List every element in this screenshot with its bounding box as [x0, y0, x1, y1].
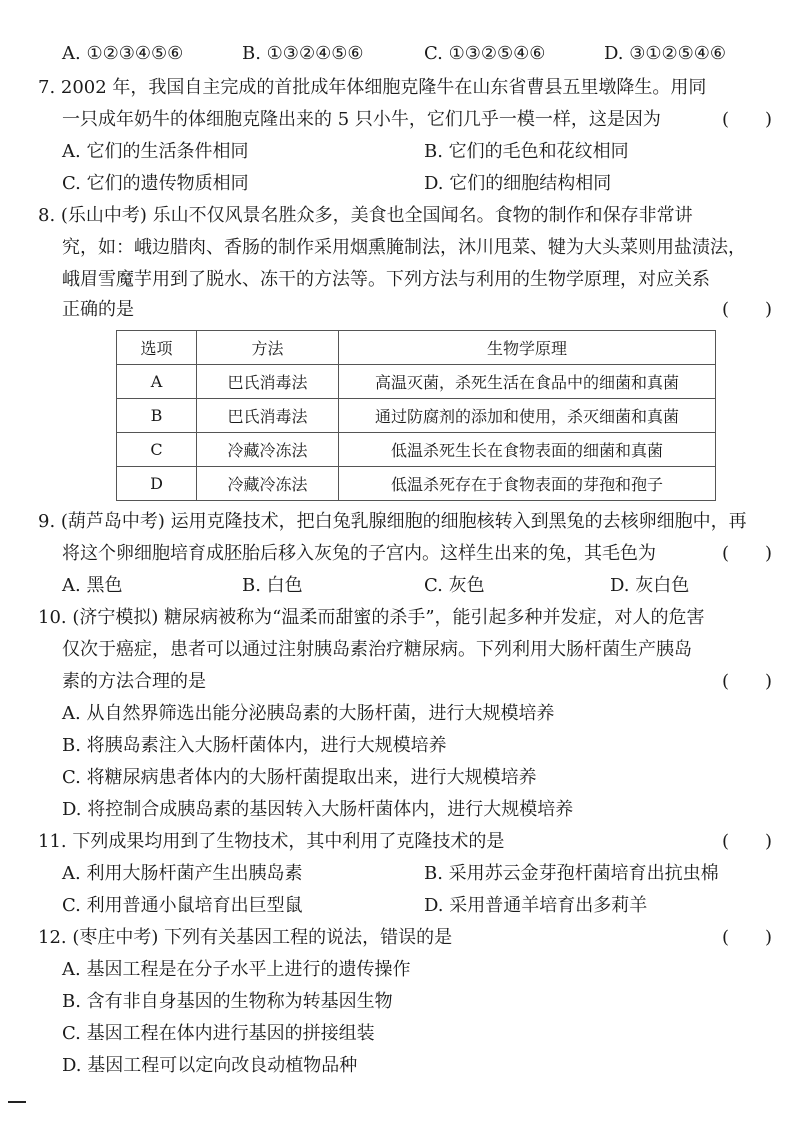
table-cell-option: C	[117, 433, 197, 467]
table-cell-principle: 通过防腐剂的添加和使用，杀灭细菌和真菌	[339, 399, 716, 433]
q8-stem-line-4: 正确的是	[62, 299, 134, 320]
table-row	[117, 365, 716, 399]
table-cell-option: D	[117, 467, 197, 501]
q9-option-c: C. 灰色	[424, 575, 485, 596]
table-row	[117, 433, 716, 467]
table-cell-option: B	[117, 399, 197, 433]
q10-stem-line-2: 仅次于癌症，患者可以通过注射胰岛素治疗糖尿病。下列利用大肠杆菌生产胰岛	[62, 639, 692, 660]
q9-option-a: A. 黑色	[62, 575, 123, 596]
q11-option-b: B. 采用苏云金芽孢杆菌培育出抗虫棉	[424, 863, 719, 884]
q12-option-b: B. 含有非自身基因的生物称为转基因生物	[62, 991, 393, 1012]
table-cell-principle: 低温杀死存在于食物表面的芽孢和孢子	[339, 467, 716, 501]
q6-option-d: D. ③①②⑤④⑥	[604, 43, 727, 64]
q9-option-d: D. 灰白色	[610, 575, 690, 596]
q10-stem-line-1: 10. (济宁模拟) 糖尿病被称为“温柔而甜蜜的杀手”，能引起多种并发症，对人的危害	[38, 607, 705, 628]
q9-answer-paren: ( )	[721, 543, 772, 564]
q8-stem-line-3: 峨眉雪魔芋用到了脱水、冻干的方法等。下列方法与利用的生物学原理，对应关系	[62, 269, 710, 290]
table-cell-principle: 低温杀死生长在食物表面的细菌和真菌	[339, 433, 716, 467]
q10-stem-line-3: 素的方法合理的是	[62, 671, 206, 692]
q6-option-b: B. ①③②④⑤⑥	[242, 43, 364, 64]
q7-option-c: C. 它们的遗传物质相同	[62, 173, 249, 194]
q7-option-a: A. 它们的生活条件相同	[62, 141, 249, 162]
q10-option-a: A. 从自然界筛选出能分泌胰岛素的大肠杆菌，进行大规模培养	[62, 703, 555, 724]
table-header-method: 方法	[197, 331, 339, 365]
q9-option-b: B. 白色	[242, 575, 303, 596]
q11-option-d: D. 采用普通羊培育出多莉羊	[424, 895, 648, 916]
table-header-principle: 生物学原理	[339, 331, 716, 365]
q10-option-b: B. 将胰岛素注入大肠杆菌体内，进行大规模培养	[62, 735, 447, 756]
table-cell-principle: 高温灭菌，杀死生活在食品中的细菌和真菌	[339, 365, 716, 399]
table-cell-option: A	[117, 365, 197, 399]
q9-stem-line-1: 9. (葫芦岛中考) 运用克隆技术，把白兔乳腺细胞的细胞核转入到黑兔的去核卵细胞中，再	[38, 511, 747, 532]
q12-option-c: C. 基因工程在体内进行基因的拼接组装	[62, 1023, 375, 1044]
q8-table	[116, 330, 716, 501]
q8-stem-line-2: 究，如：峨边腊肉、香肠的制作采用烟熏腌制法，沐川甩菜、犍为大头菜则用盐渍法，	[62, 237, 746, 258]
q12-option-d: D. 基因工程可以定向改良动植物品种	[62, 1055, 358, 1076]
q11-answer-paren: ( )	[721, 831, 772, 852]
table-cell-method: 巴氏消毒法	[197, 399, 339, 433]
table-header-row	[117, 331, 716, 365]
q8-stem-line-1: 8. (乐山中考) 乐山不仅风景名胜众多，美食也全国闻名。食物的制作和保存非常讲	[38, 205, 693, 226]
q12-stem-line-1: 12. (枣庄中考) 下列有关基因工程的说法，错误的是	[38, 927, 453, 948]
q7-option-b: B. 它们的毛色和花纹相同	[424, 141, 629, 162]
table-header-option: 选项	[117, 331, 197, 365]
q12-answer-paren: ( )	[721, 927, 772, 948]
q10-option-d: D. 将控制合成胰岛素的基因转入大肠杆菌体内，进行大规模培养	[62, 799, 574, 820]
q10-option-c: C. 将糖尿病患者体内的大肠杆菌提取出来，进行大规模培养	[62, 767, 537, 788]
q10-answer-paren: ( )	[721, 671, 772, 692]
q6-option-c: C. ①③②⑤④⑥	[424, 43, 546, 64]
q7-stem-line-2: 一只成年奶牛的体细胞克隆出来的 5 只小牛，它们几乎一模一样，这是因为	[62, 109, 661, 130]
page-corner-dash	[8, 1101, 26, 1103]
q8-answer-paren: ( )	[721, 299, 772, 320]
q7-option-d: D. 它们的细胞结构相同	[424, 173, 612, 194]
q7-stem-line-1: 7. 2002 年，我国自主完成的首批成年体细胞克隆牛在山东省曹县五里墩降生。用同	[38, 77, 707, 98]
q11-option-a: A. 利用大肠杆菌产生出胰岛素	[62, 863, 303, 884]
table-row	[117, 467, 716, 501]
table-cell-method: 冷藏冷冻法	[197, 467, 339, 501]
q9-stem-line-2: 将这个卵细胞培育成胚胎后移入灰兔的子宫内。这样生出来的兔，其毛色为	[62, 543, 656, 564]
q11-option-c: C. 利用普通小鼠培育出巨型鼠	[62, 895, 303, 916]
table-cell-method: 巴氏消毒法	[197, 365, 339, 399]
q6-option-a: A. ①②③④⑤⑥	[62, 43, 184, 64]
table-row	[117, 399, 716, 433]
q7-answer-paren: ( )	[721, 109, 772, 130]
table-cell-method: 冷藏冷冻法	[197, 433, 339, 467]
q12-option-a: A. 基因工程是在分子水平上进行的遗传操作	[62, 959, 411, 980]
q11-stem-line-1: 11. 下列成果均用到了生物技术，其中利用了克隆技术的是	[38, 831, 505, 852]
